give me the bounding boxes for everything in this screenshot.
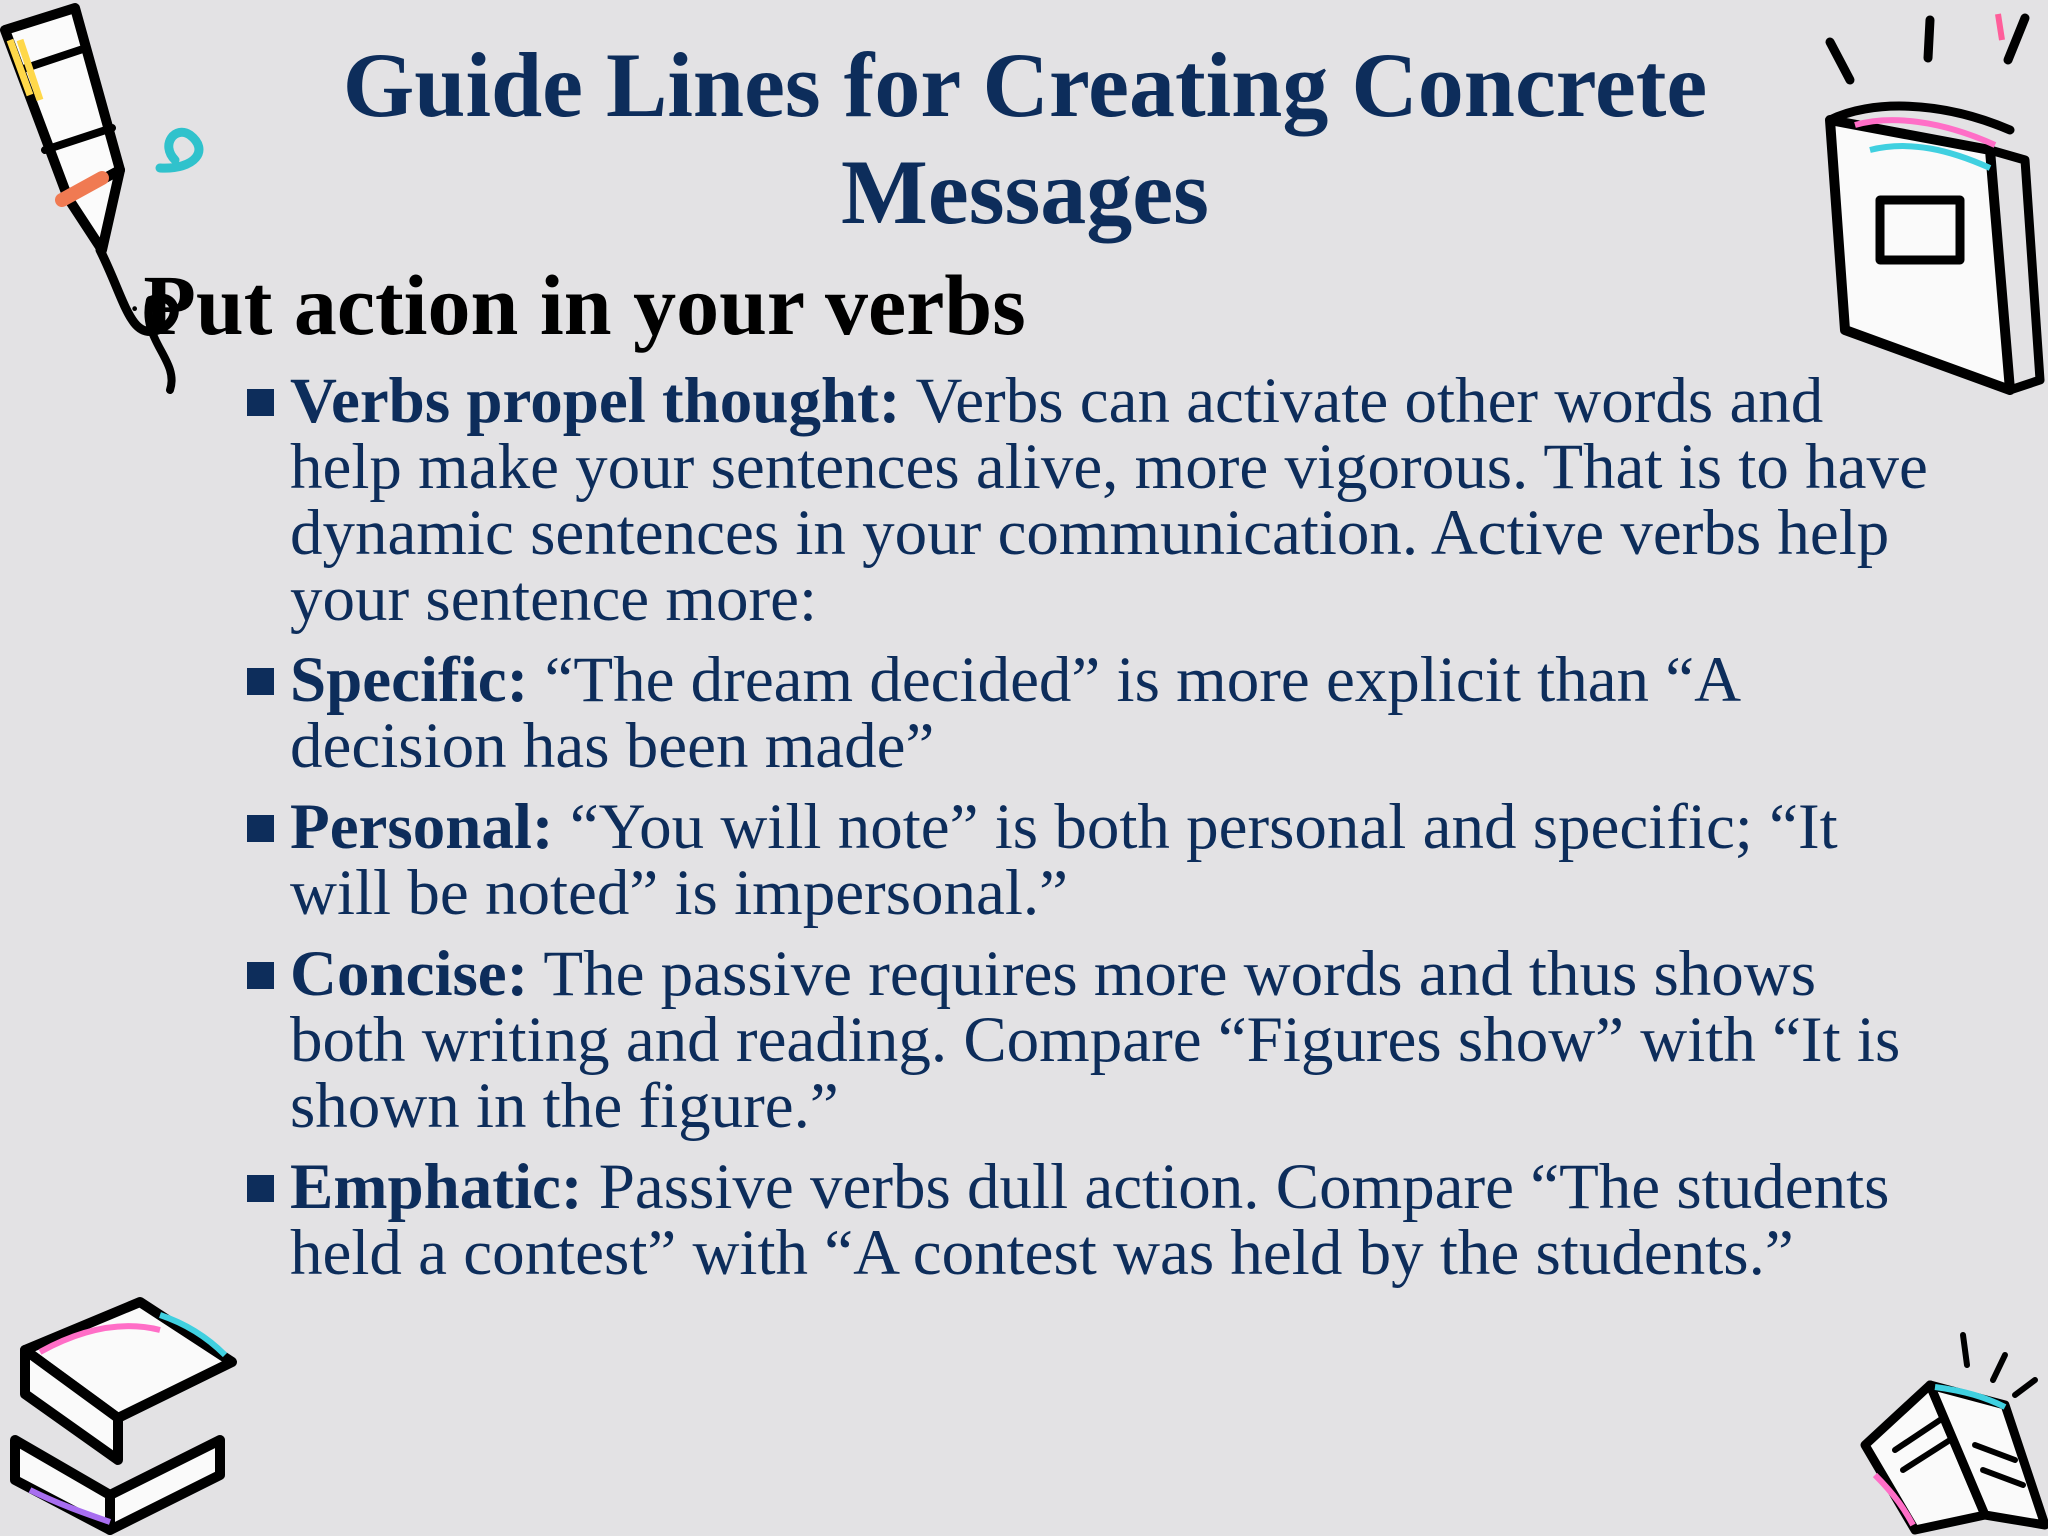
item-text: “The dream decided” is more explicit than “A decision has been made” xyxy=(290,644,1738,782)
heading-bullet: · xyxy=(128,286,142,331)
square-bullet-icon xyxy=(247,1175,274,1202)
item-text: Passive verbs dull action. Compare “The students held a contest” with “A contest was held by the students.” xyxy=(290,1151,1890,1289)
item-term: Personal: xyxy=(290,791,554,863)
book-stack-icon xyxy=(0,1290,245,1536)
bullet-list xyxy=(245,365,1935,1301)
item-term: Specific: xyxy=(290,644,529,716)
notebook-icon xyxy=(1810,0,2048,400)
square-bullet-icon xyxy=(247,668,274,695)
item-text: “You will note” is both personal and specific; “It will be noted” is impersonal.” xyxy=(290,791,1838,929)
item-text: The passive requires more words and thus shows both writing and reading. Compare “Figures show” with “It is shown in the figure.” xyxy=(290,938,1901,1142)
heading-text: Put action in your verbs xyxy=(143,257,1026,353)
list-item xyxy=(245,791,1935,929)
section-heading xyxy=(128,255,1026,359)
item-term: Concise: xyxy=(290,938,529,1010)
slide-title: Guide Lines for Creating Concrete Messages xyxy=(342,34,1708,243)
square-bullet-icon xyxy=(247,389,274,416)
item-text: Verbs can activate other words and help make your sentences alive, more vigorous. That is to have dynamic sentences in your communication. Active verbs help your sentence more: xyxy=(290,365,1928,635)
square-bullet-icon xyxy=(247,815,274,842)
open-book-icon xyxy=(1855,1325,2048,1536)
list-item xyxy=(245,1151,1935,1289)
list-item xyxy=(245,644,1935,782)
list-item xyxy=(245,365,1935,635)
square-bullet-icon xyxy=(247,962,274,989)
item-term: Emphatic: xyxy=(290,1151,583,1223)
item-term: Verbs propel thought: xyxy=(290,365,901,437)
list-item xyxy=(245,938,1935,1142)
